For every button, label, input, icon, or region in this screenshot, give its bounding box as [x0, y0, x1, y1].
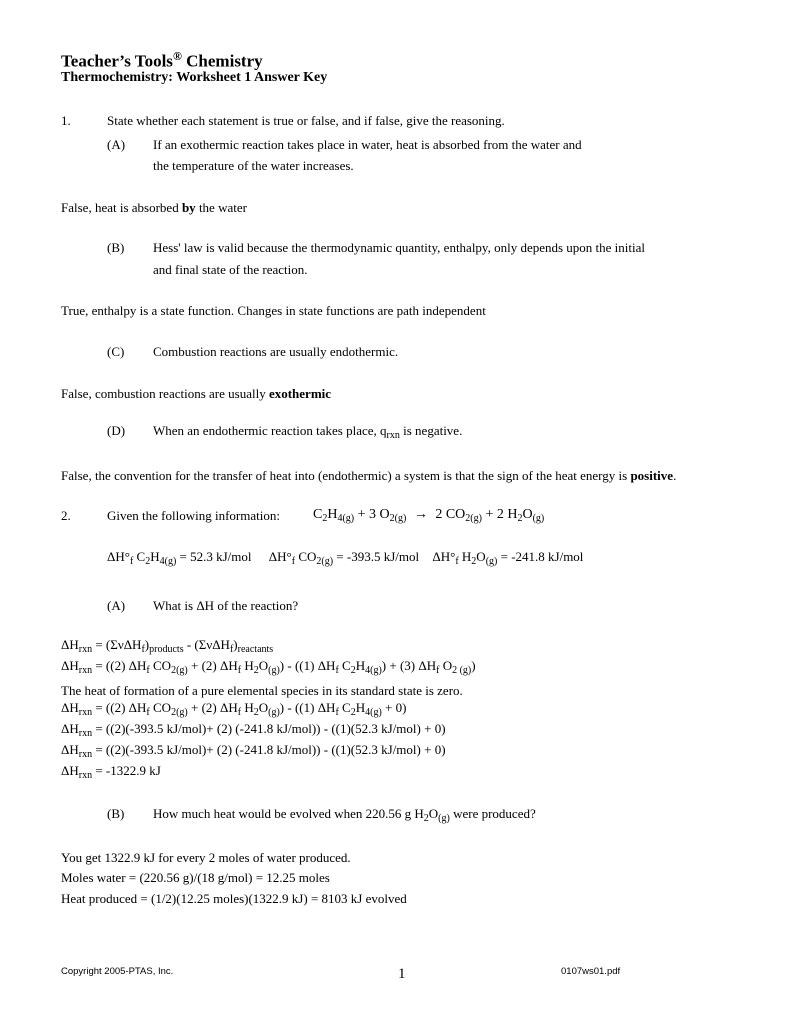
part-label: (A): [107, 598, 126, 613]
answer-text: Heat produced = (1/2)(12.25 moles)(1322.9 kJ) = 8103 kJ evolved: [61, 891, 407, 906]
part-label: (A): [107, 137, 126, 152]
work-line: $\Delta H_{rxn} = ((2)(-393.5$ kJ/mol)+ (2) (-241.8 kJ/mol)) - ((1)(52.3 kJ/mol) + 0): [61, 721, 446, 739]
statement-text: How much heat would be evolved when 220.56 g $H_2O_{(g)}$ were produced?: [153, 806, 536, 824]
statement-text: Combustion reactions are usually endothermic.: [153, 344, 399, 359]
statement-text: and final state of the reaction.: [153, 262, 308, 277]
answer-text: False, the convention for the transfer of heat into (endothermic) a system is that the sign of the heat energy is positive.: [61, 468, 677, 483]
question-number: 1.: [61, 113, 71, 128]
work-line: $\Delta H_{rxn} = ((2)(-393.5$ kJ/mol)+ (2) (-241.8 kJ/mol)) - ((1)(52.3 kJ/mol) + 0): [61, 742, 446, 760]
answer-text: False, combustion reactions are usually exothermic: [61, 386, 332, 401]
question-prompt: State whether each statement is true or false, and if false, give the reasoning.: [107, 113, 505, 128]
part-label: (B): [107, 806, 125, 821]
page-title: Teacher’s Tools® Chemistry: [61, 49, 263, 71]
statement-text: When an endothermic reaction takes place, $q_{rxn}$ is negative.: [153, 423, 463, 441]
answer-text: Moles water = (220.56 g)/(18 g/mol) = 12.25 moles: [61, 870, 330, 885]
arrow-icon: →: [413, 507, 428, 522]
page-subtitle: Thermochemistry: Worksheet 1 Answer Key: [61, 70, 328, 85]
work-line: The heat of formation of a pure elemental species in its standard state is zero.: [61, 683, 463, 698]
statement-text: the temperature of the water increases.: [153, 158, 354, 173]
page-number: 1: [398, 966, 406, 982]
work-line: $\Delta H_{rxn} = ((2)$ $\Delta H_f$ $CO_{2(g)} + (2)$ $\Delta H_f$ $H_2O_{(g)}) - ((1)$ $\Delta H_f$ $C_2H_{4(g)}) + (3)$ $\Delta H_f$ $O_{2 (g)}$): [61, 658, 476, 676]
part-label: (B): [107, 240, 125, 255]
work-line: $\Delta H_{rxn} = ((2)$ $\Delta H_f$ $CO_{2(g)} + (2)$ $\Delta H_f$ $H_2O_{(g)}) - ((1)$ $\Delta H_f$ $C_2H_{4(g)} + 0$): [61, 700, 407, 718]
answer-text: True, enthalpy is a state function. Changes in state functions are path independent: [61, 303, 486, 318]
answer-text: You get 1322.9 kJ for every 2 moles of water produced.: [61, 850, 351, 865]
part-label: (C): [107, 344, 125, 359]
copyright-text: Copyright 2005-PTAS, Inc.: [61, 966, 174, 977]
statement-text: Hess' law is valid because the thermodynamic quantity, enthalpy, only depends upon the initial: [153, 240, 646, 255]
question-prompt: Given the following information:: [107, 508, 280, 523]
work-line: $\Delta H_{rxn} = (\Sigma\nu\Delta H_f)_{products} - (\Sigma\nu\Delta H_f)_{reactants}$: [61, 637, 274, 655]
question-number: 2.: [61, 508, 71, 523]
statement-text: If an exothermic reaction takes place in water, heat is absorbed from the water and: [153, 137, 582, 152]
work-line: $\Delta H_{rxn} = -1322.9$ kJ: [61, 763, 161, 781]
file-name: 0107ws01.pdf: [561, 966, 621, 977]
part-label: (D): [107, 423, 126, 438]
answer-text: False, heat is absorbed by the water: [61, 200, 247, 215]
formation-enthalpies: $\Delta H^\circ_f$ $C_2H_{4(g)} = 52.3$ kJ/mol $\Delta H^\circ_f$ $CO_{2(g)} = -393.5$ kJ/mol $\Delta H^\circ_f$ $H_2O_{(g)} = -241.8$ kJ/mol: [107, 549, 584, 567]
reaction-equation: $C_2H_{4(g)} + 3$ $O_{2(g)} \to 2$ $CO_{2(g)} + 2$ $H_2O_{(g)}$: [313, 507, 545, 524]
statement-text: What is ΔH of the reaction?: [153, 598, 299, 613]
